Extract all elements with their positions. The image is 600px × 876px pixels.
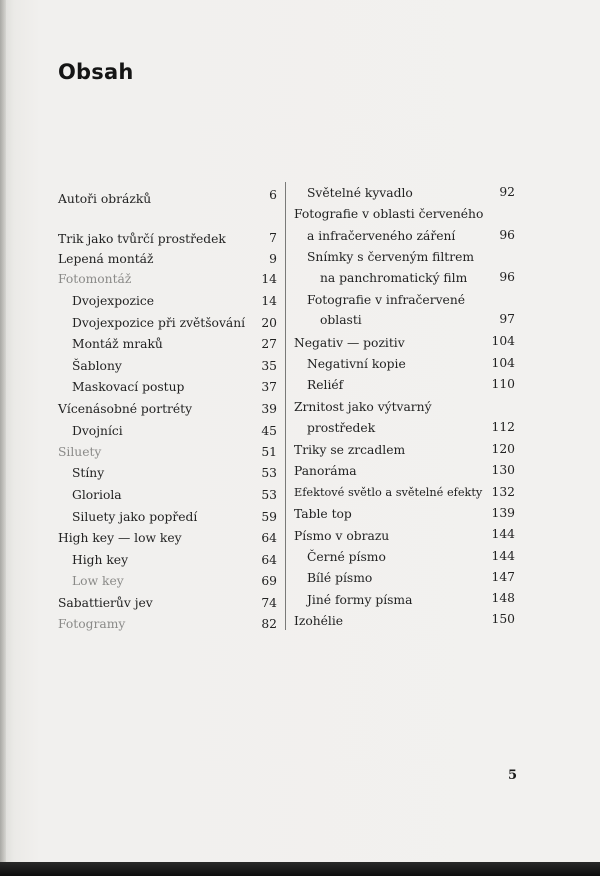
toc-entry-right-14: Efektové světlo a světelné efekty <box>294 486 483 499</box>
toc-entry-right-4: na panchromatický film <box>320 271 468 285</box>
page-title: Obsah <box>58 60 134 84</box>
toc-page-right-16: 144 <box>491 527 515 541</box>
toc-entry-right-2: a infračerveného záření <box>307 229 456 243</box>
toc-page-left-4: 14 <box>261 294 277 308</box>
toc-entry-left-1: Trik jako tvůrčí prostředek <box>58 232 226 246</box>
toc-entry-left-8: Maskovací postup <box>72 380 185 394</box>
toc-entry-left-19: Fotogramy <box>58 617 126 631</box>
toc-entry-right-11: prostředek <box>307 421 376 435</box>
toc-page-right-15: 139 <box>491 506 515 520</box>
toc-page-right-19: 148 <box>491 591 515 605</box>
toc-page-right-12: 120 <box>491 442 515 456</box>
toc-entry-right-6: oblasti <box>320 313 362 327</box>
toc-entry-right-13: Panoráma <box>294 464 357 478</box>
toc-page-right-0: 92 <box>499 185 515 199</box>
toc-page-left-15: 64 <box>261 531 277 545</box>
toc-entry-right-19: Jiné formy písma <box>307 593 413 607</box>
toc-page-left-17: 69 <box>261 574 277 588</box>
toc-entry-right-0: Světelné kyvadlo <box>307 186 413 200</box>
toc-entry-left-12: Stíny <box>72 466 105 480</box>
toc-entry-left-15: High key — low key <box>58 531 182 545</box>
toc-page-left-16: 64 <box>261 553 277 567</box>
toc-entry-left-18: Sabattierův jev <box>58 596 153 610</box>
toc-page-right-20: 150 <box>491 612 515 626</box>
column-divider <box>285 182 286 630</box>
toc-entry-left-7: Šablony <box>72 359 122 373</box>
toc-entry-left-11: Siluety <box>58 445 102 459</box>
toc-entry-right-8: Negativní kopie <box>307 357 406 371</box>
toc-page-left-3: 14 <box>261 272 277 286</box>
toc-page-left-18: 74 <box>261 596 277 610</box>
toc-page-right-6: 97 <box>499 312 515 326</box>
toc-page-left-11: 51 <box>261 445 277 459</box>
toc-entry-right-20: Izohélie <box>294 614 344 628</box>
toc-entry-left-2: Lepená montáž <box>58 252 154 266</box>
toc-page-right-8: 104 <box>491 356 515 370</box>
toc-page-left-10: 45 <box>261 424 277 438</box>
toc-entry-left-17: Low key <box>72 574 124 588</box>
toc-page-right-9: 110 <box>491 377 515 391</box>
toc-entry-left-5: Dvojexpozice při zvětšování <box>72 316 246 330</box>
toc-page-left-2: 9 <box>269 252 277 266</box>
toc-page-right-7: 104 <box>491 334 515 348</box>
toc-entry-right-3: Snímky s červeným filtrem <box>307 250 475 264</box>
toc-entry-left-4: Dvojexpozice <box>72 294 155 308</box>
toc-page-left-19: 82 <box>261 617 277 631</box>
toc-page-left-7: 35 <box>261 359 277 373</box>
toc-page-left-14: 59 <box>261 510 277 524</box>
toc-page-left-0: 6 <box>269 188 277 202</box>
toc-page-left-8: 37 <box>261 380 277 394</box>
toc-entry-right-10: Zrnitost jako výtvarný <box>294 400 432 414</box>
toc-page-right-2: 96 <box>499 228 515 242</box>
toc-page-right-11: 112 <box>491 420 515 434</box>
toc-page-left-5: 20 <box>261 316 277 330</box>
toc-entry-right-15: Table top <box>294 507 352 521</box>
toc-entry-right-18: Bílé písmo <box>307 571 373 585</box>
toc-entry-right-5: Fotografie v infračervené <box>307 293 466 307</box>
toc-entry-left-13: Gloriola <box>72 488 122 502</box>
toc-page-right-18: 147 <box>491 570 515 584</box>
page-bottom-edge <box>0 862 600 876</box>
toc-entry-left-9: Vícenásobné portréty <box>58 402 193 416</box>
toc-entry-right-16: Písmo v obrazu <box>294 529 390 543</box>
book-spine-shadow <box>0 0 6 876</box>
toc-entry-right-7: Negativ — pozitiv <box>294 336 405 350</box>
toc-entry-left-16: High key <box>72 553 129 567</box>
page-number: 5 <box>508 768 518 783</box>
toc-entry-right-12: Triky se zrcadlem <box>294 443 406 457</box>
toc-page-right-13: 130 <box>491 463 515 477</box>
toc-page-left-1: 7 <box>269 231 277 245</box>
toc-page-left-13: 53 <box>261 488 277 502</box>
toc-page-right-14: 132 <box>491 485 515 499</box>
toc-entry-right-1: Fotografie v oblasti červeného <box>294 207 484 221</box>
toc-page-right-4: 96 <box>499 270 515 284</box>
toc-entry-right-17: Černé písmo <box>307 550 386 564</box>
toc-entry-left-6: Montáž mraků <box>72 337 163 351</box>
toc-entry-left-14: Siluety jako popředí <box>72 510 198 524</box>
toc-page-left-6: 27 <box>261 337 277 351</box>
toc-entry-left-10: Dvojníci <box>72 424 123 438</box>
toc-page-right-17: 144 <box>491 549 515 563</box>
toc-page-left-12: 53 <box>261 466 277 480</box>
toc-entry-left-3: Fotomontáž <box>58 272 132 286</box>
toc-entry-right-9: Reliéf <box>307 378 344 392</box>
toc-page-left-9: 39 <box>261 402 277 416</box>
toc-entry-left-0: Autoři obrázků <box>58 192 152 206</box>
